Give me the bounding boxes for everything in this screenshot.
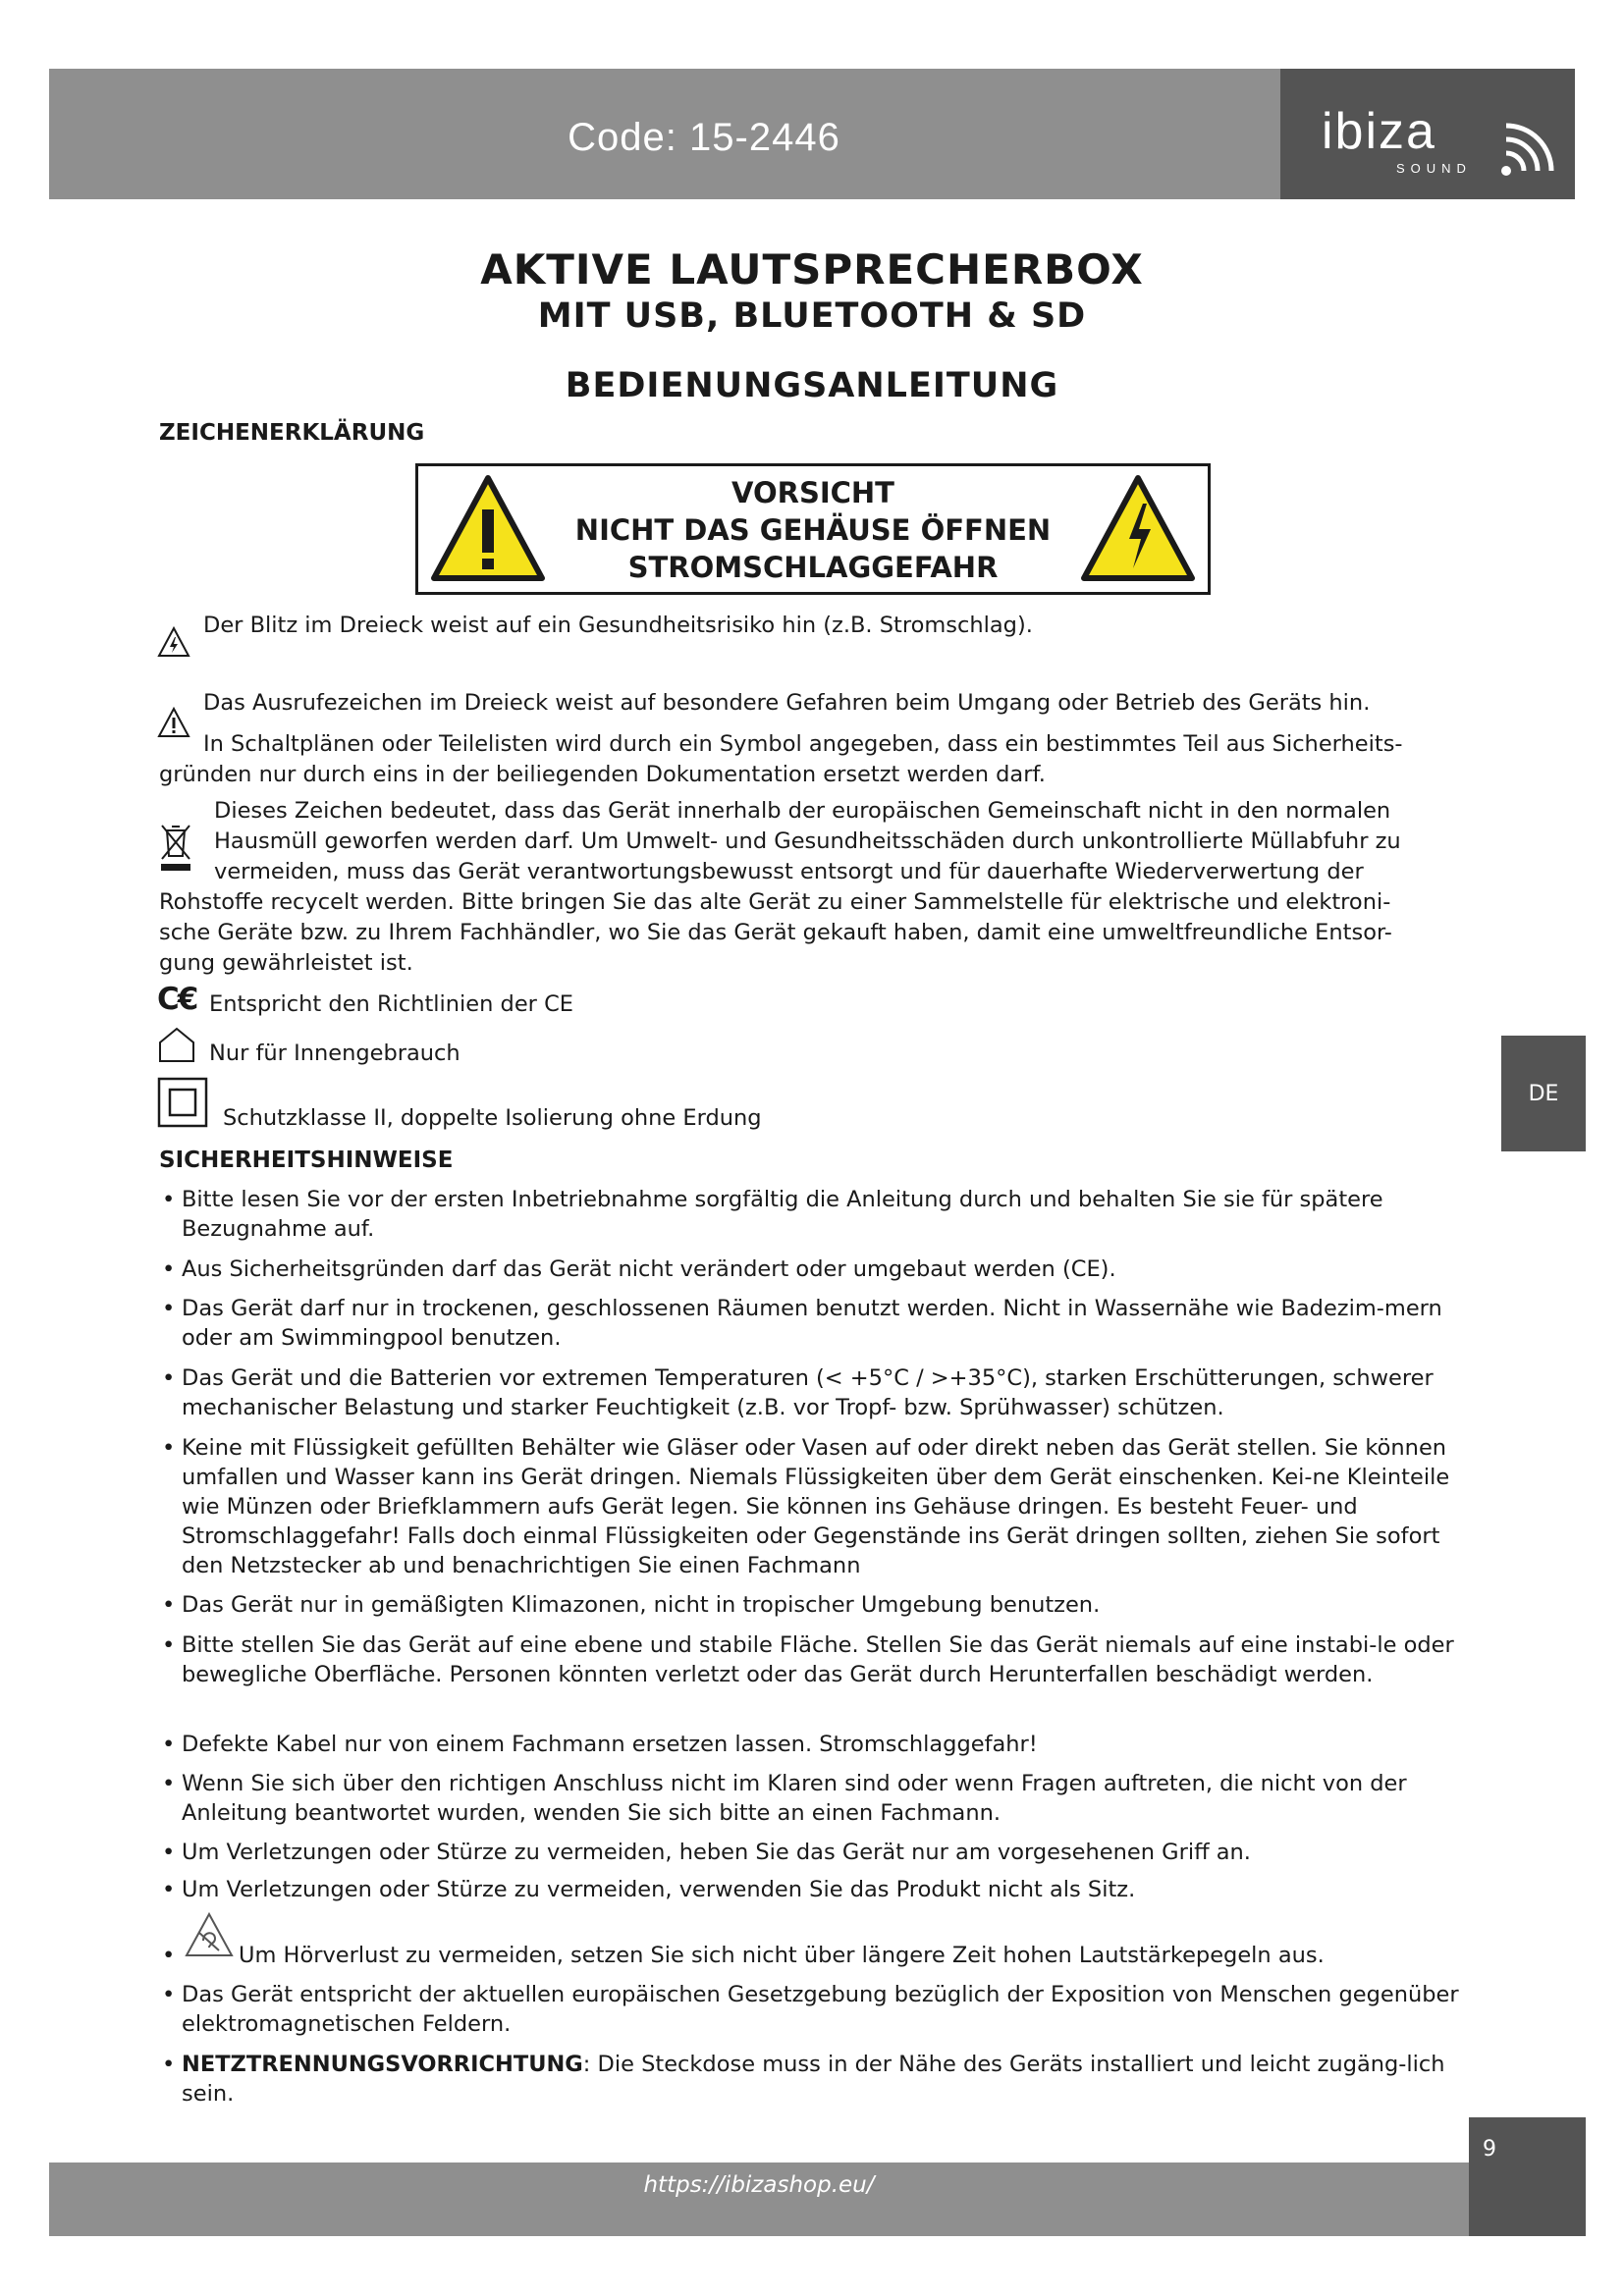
footer-url[interactable]: https://ibizashop.eu/ — [643, 2172, 875, 2198]
brand-logo — [1280, 69, 1575, 199]
weee-text-5: sche Geräte bzw. zu Ihrem Fachhändler, wo Sie das Gerät gekauft haben, damit eine umweltfreundliche Entsor- — [159, 920, 1392, 945]
disconnect-label: NETZTRENNUNGSVORRICHTUNG — [182, 2052, 583, 2077]
disconnect-text: : Die Steckdose muss in der Nähe des Geräts installiert und leicht zugäng-lich sein. — [182, 2052, 1445, 2107]
lightning-triangle-icon — [1080, 474, 1196, 584]
safety-heading: SICHERHEITSHINWEISE — [159, 1148, 454, 1173]
warning-line-3: STROMSCHLAGGEFAHR — [627, 551, 999, 584]
safety-item: • Keine mit Flüssigkeit gefüllten Behälter wie Gläser oder Vasen auf oder direkt neben das Gerät stellen. Sie können umfallen und Wasser kann ins Gerät dringen. Niemals Flüssigkeiten über dem Gerät einschenken. Kei-ne Kleinteile wie Münzen oder Briefklammern aufs Gerät legen. Sie können ins Gehäuse dringen. Es besteht Feuer- und Stromschlaggefahr! Falls doch einmal Flüssigkeiten oder Gegenstände ins Gerät dringen sollten, ziehen Sie sofort den Netzstecker ab und benachrichtigen Sie einen Fachmann — [162, 1433, 1478, 1580]
brand-sub: SOUND — [1396, 161, 1472, 176]
header-bar — [49, 69, 1280, 199]
class-ii-text: Schutzklasse II, doppelte Isolierung ohne Erdung — [223, 1105, 762, 1131]
hearing-warning-icon — [184, 1911, 235, 1958]
class-ii-icon — [157, 1077, 208, 1128]
weee-text-1: Dieses Zeichen bedeutet, dass das Gerät innerhalb der europäischen Gemeinschaft nicht in den normalen — [214, 798, 1391, 824]
indoor-text: Nur für Innengebrauch — [209, 1041, 460, 1066]
exclamation-text: Das Ausrufezeichen im Dreieck weist auf besondere Gefahren beim Umgang oder Betrieb des Geräts hin. — [203, 690, 1371, 716]
safety-item: • Defekte Kabel nur von einem Fachmann ersetzen lassen. Stromschlaggefahr! — [162, 1730, 1478, 1759]
weee-text-3: vermeiden, muss das Gerät verantwortungsbewusst entsorgt und für dauerhafte Wiederverwertung der — [214, 859, 1364, 884]
safety-item: • Das Gerät nur in gemäßigten Klimazonen, nicht in tropischer Umgebung benutzen. — [162, 1590, 1478, 1620]
warning-box — [415, 463, 1211, 595]
safety-item: • Aus Sicherheitsgründen darf das Gerät nicht verändert oder umgebaut werden (CE). — [162, 1255, 1478, 1284]
symbols-heading: ZEICHENERKLÄRUNG — [159, 420, 425, 446]
exclamation-text-3: gründen nur durch eins in der beiliegenden Dokumentation ersetzt werden darf. — [159, 762, 1046, 787]
safety-item: • Bitte stellen Sie das Gerät auf eine ebene und stabile Fläche. Stellen Sie das Gerät niemals auf eine instabi-le oder bewegliche Oberfläche. Personen könnten verletzt oder das Gerät durch Herunterfallen beschädigt werden. — [162, 1630, 1478, 1689]
language-tab: DE — [1501, 1036, 1586, 1151]
safety-item: • Bitte lesen Sie vor der ersten Inbetriebnahme sorgfältig die Anleitung durch und behalten Sie sie für spätere Bezugnahme auf. — [162, 1185, 1478, 1244]
lightning-text: Der Blitz im Dreieck weist auf ein Gesundheitsrisiko hin (z.B. Stromschlag). — [203, 613, 1033, 638]
house-icon — [157, 1026, 196, 1063]
brand-name: ibiza — [1322, 103, 1436, 160]
doc-title: AKTIVE LAUTSPRECHERBOX — [480, 245, 1144, 294]
safety-item: • Das Gerät und die Batterien vor extremen Temperaturen (< +5°C / >+35°C), starken Erschütterungen, schwerer mechanischer Belastung und starker Feuchtigkeit (z.B. vor Tropf- bzw. Sprühwasser) schützen. — [162, 1363, 1478, 1422]
ce-text: Entspricht den Richtlinien der CE — [209, 991, 574, 1017]
ce-mark-icon: C€ — [157, 982, 197, 1017]
weee-text-2: Hausmüll geworfen werden darf. Um Umwelt- und Gesundheitsschäden durch unkontrollierte Müllabfuhr zu — [214, 828, 1401, 854]
safety-item: • Um Verletzungen oder Stürze zu vermeiden, verwenden Sie das Produkt nicht als Sitz. — [162, 1875, 1478, 1904]
weee-text-4: Rohstoffe recycelt werden. Bitte bringen Sie das alte Gerät zu einer Sammelstelle für elektrische und elektroni- — [159, 889, 1391, 915]
warning-line-1: VORSICHT — [731, 476, 894, 509]
page-number: 9 — [1483, 2137, 1496, 2162]
safety-item: • Das Gerät entspricht der aktuellen europäischen Gesetzgebung bezüglich der Exposition von Menschen gegenüber elektromagnetischen Feldern. — [162, 1980, 1478, 2039]
exclamation-triangle-icon — [157, 707, 190, 738]
safety-item: • Um Verletzungen oder Stürze zu vermeiden, heben Sie das Gerät nur am vorgesehenen Griff an. — [162, 1838, 1478, 1867]
weee-bin-icon — [159, 823, 192, 874]
doc-type: BEDIENUNGSANLEITUNG — [565, 366, 1059, 405]
doc-subtitle: MIT USB, BLUETOOTH & SD — [537, 296, 1087, 336]
warning-line-2: NICHT DAS GEHÄUSE ÖFFNEN — [574, 513, 1052, 547]
safety-item: • Wenn Sie sich über den richtigen Anschluss nicht im Klaren sind oder wenn Fragen auftreten, die nicht von der Anleitung beantwortet wurden, wenden Sie sich bitte an einen Fachmann. — [162, 1769, 1478, 1828]
exclamation-text-2: In Schaltplänen oder Teilelisten wird durch ein Symbol angegeben, dass ein bestimmtes Teil aus Sicherheits- — [203, 731, 1403, 757]
page-number-box — [1469, 2117, 1586, 2236]
safety-item-hearing — [162, 1941, 1478, 1970]
footer-bar — [49, 2163, 1469, 2236]
sound-waves-icon — [1498, 120, 1557, 179]
safety-item-disconnect — [162, 2050, 1478, 2109]
lightning-triangle-icon — [157, 626, 190, 658]
product-code: Code: 15-2446 — [568, 116, 840, 159]
safety-item: • Das Gerät darf nur in trockenen, geschlossenen Räumen benutzt werden. Nicht in Wassernähe wie Badezim-mern oder am Swimmingpool benutzen. — [162, 1294, 1478, 1353]
hearing-text: Um Hörverlust zu vermeiden, setzen Sie sich nicht über längere Zeit hohen Lautstärkepegeln aus. — [239, 1943, 1325, 1968]
weee-text-6: gung gewährleistet ist. — [159, 950, 413, 976]
